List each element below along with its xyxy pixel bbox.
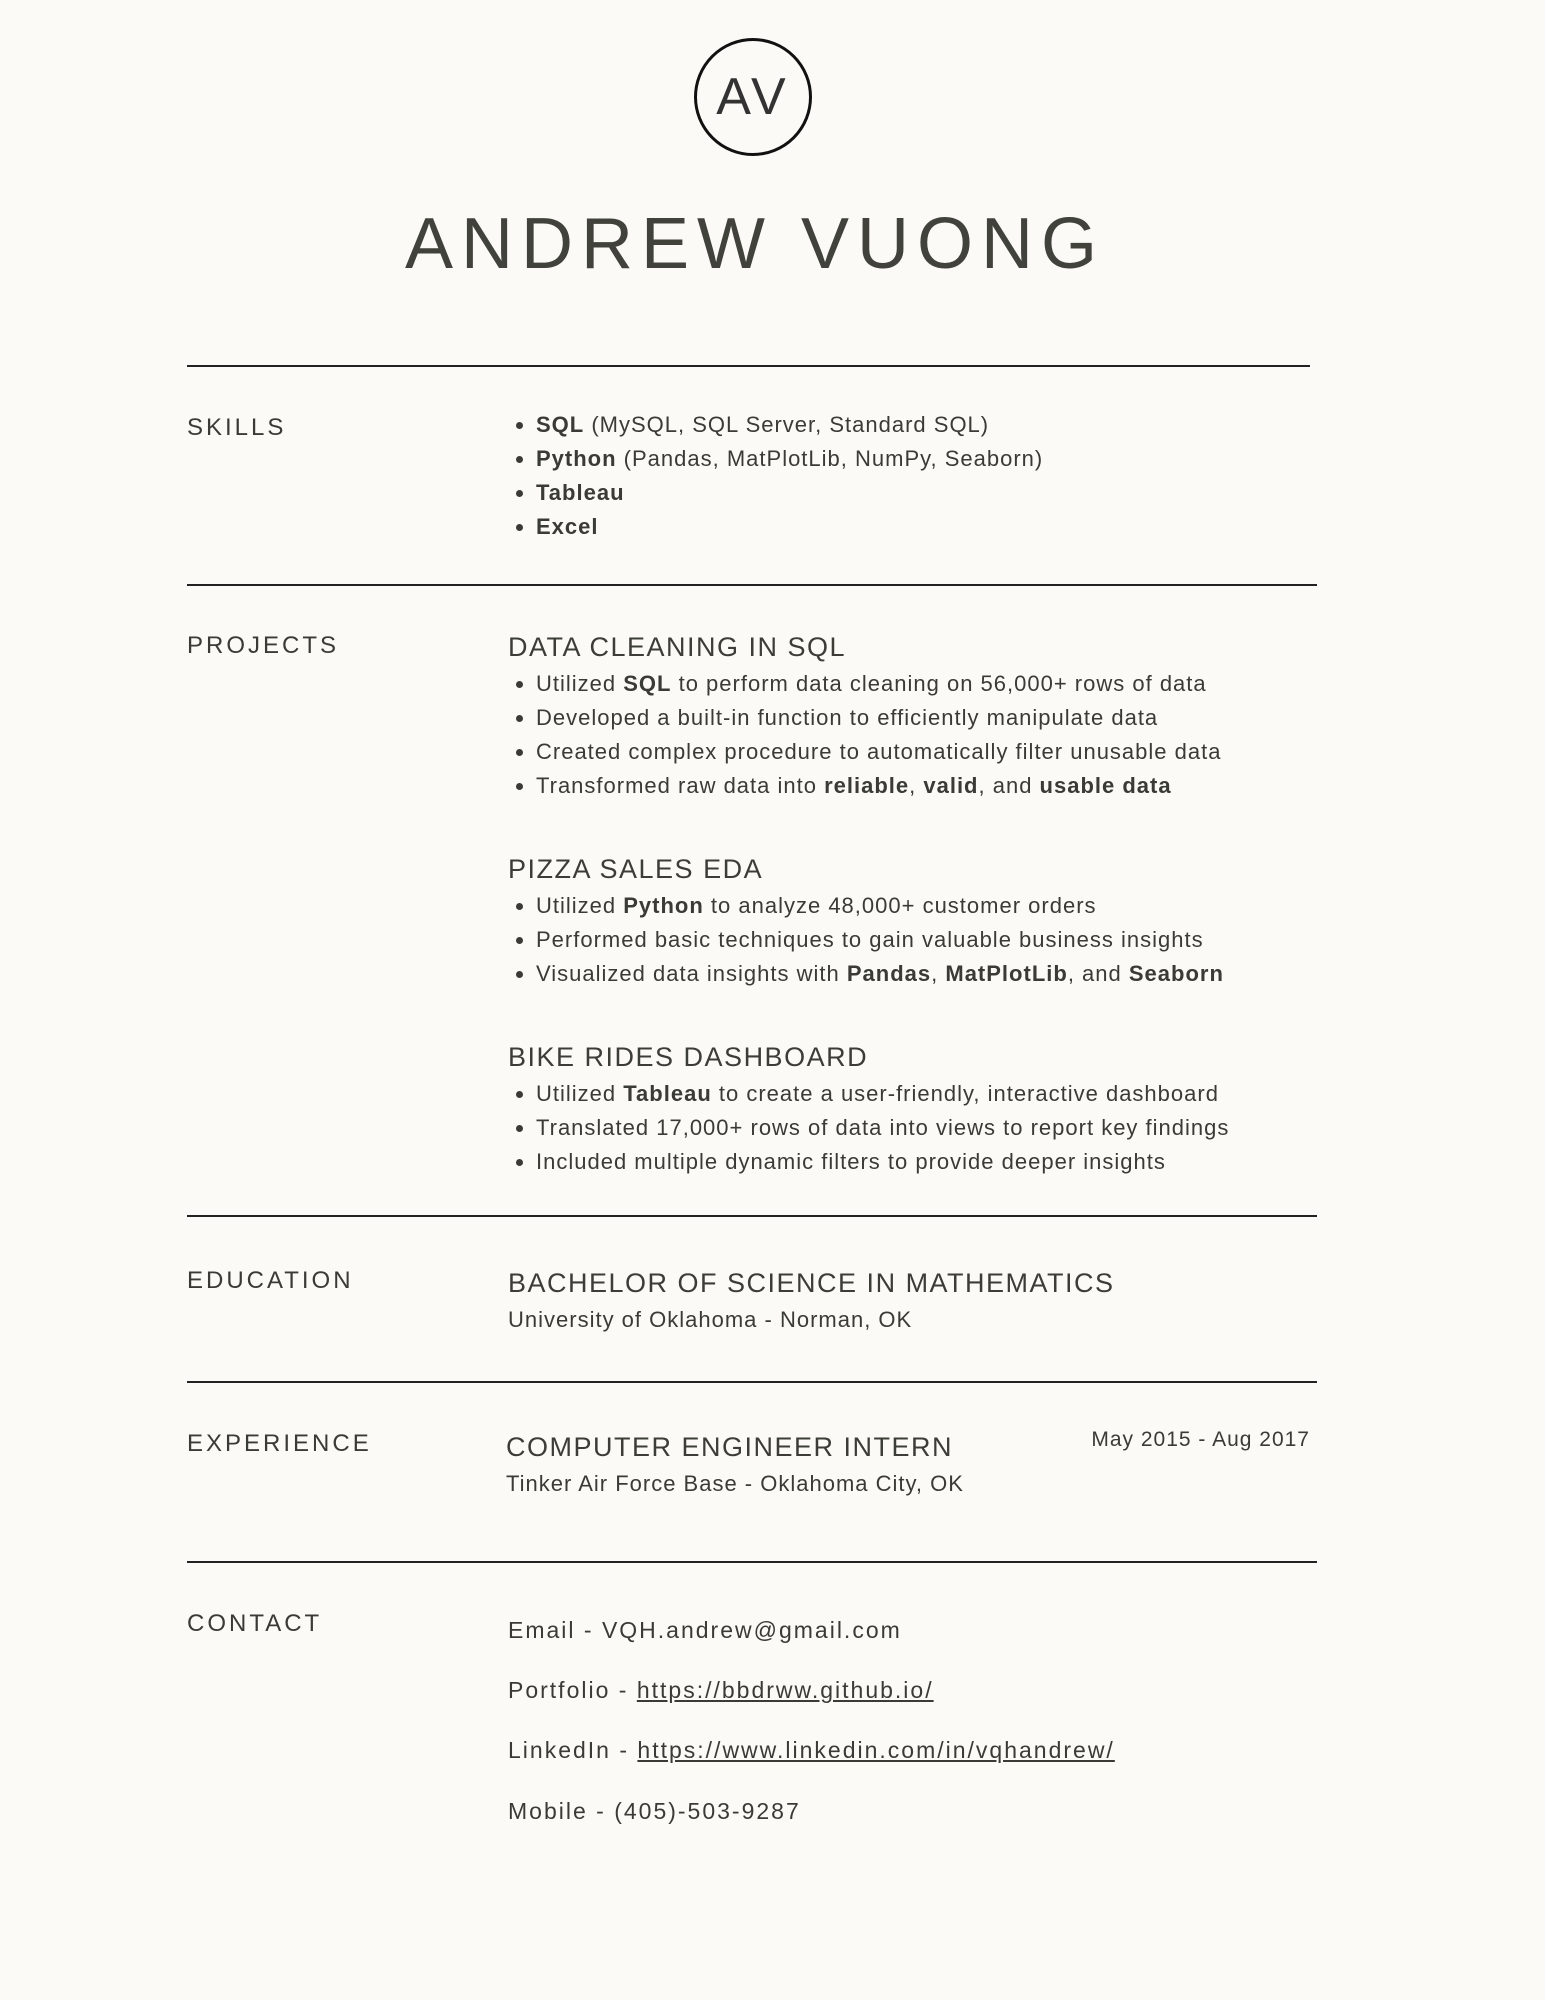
education-school: University of Oklahoma - Norman, OK bbox=[508, 1307, 913, 1332]
project-bullet: • Translated 17,000+ rows of data into views to report key findings bbox=[536, 1111, 1229, 1145]
project-bullets bbox=[508, 667, 1229, 803]
project-bullet: • Included multiple dynamic filters to provide deeper insights bbox=[536, 1145, 1229, 1179]
email-value[interactable]: VQH.andrew@gmail.com bbox=[601, 1617, 902, 1643]
section-label-projects: PROJECTS bbox=[187, 632, 340, 659]
contact-mobile-row bbox=[508, 1798, 801, 1825]
divider bbox=[187, 1381, 1317, 1383]
section-label-experience: EXPERIENCE bbox=[187, 1430, 372, 1457]
contact-email-row bbox=[508, 1617, 902, 1644]
experience-title: COMPUTER ENGINEER INTERN bbox=[506, 1432, 954, 1462]
divider bbox=[187, 584, 1317, 586]
project-bullet: • Utilized Python to analyze 48,000+ customer orders bbox=[536, 889, 1229, 923]
divider bbox=[187, 365, 1310, 367]
project-bullet: • Transformed raw data into reliable, valid, and usable data bbox=[536, 769, 1229, 803]
email-label: Email - bbox=[508, 1617, 602, 1643]
experience-content bbox=[506, 1427, 964, 1501]
divider bbox=[187, 1561, 1317, 1563]
linkedin-label: LinkedIn - bbox=[508, 1737, 638, 1763]
project-bullets bbox=[508, 889, 1229, 991]
project-bullets bbox=[508, 1077, 1229, 1179]
skills-list bbox=[508, 408, 1043, 544]
experience-dates: May 2015 - Aug 2017 bbox=[1091, 1428, 1310, 1451]
experience-org: Tinker Air Force Base - Oklahoma City, OK bbox=[506, 1471, 964, 1496]
project-block bbox=[508, 1037, 1229, 1179]
project-bullet: • Performed basic techniques to gain valuable business insights bbox=[536, 923, 1229, 957]
education-content bbox=[508, 1263, 1115, 1337]
monogram-text: AV bbox=[716, 68, 790, 126]
skills-content bbox=[508, 408, 1043, 544]
section-label-contact: CONTACT bbox=[187, 1610, 323, 1637]
project-title: BIKE RIDES DASHBOARD bbox=[508, 1042, 869, 1072]
project-title: PIZZA SALES EDA bbox=[508, 854, 764, 884]
skill-item: • Python (Pandas, MatPlotLib, NumPy, Seaborn) bbox=[536, 442, 1043, 476]
project-bullet: • Utilized Tableau to create a user-friendly, interactive dashboard bbox=[536, 1077, 1229, 1111]
project-title: DATA CLEANING IN SQL bbox=[508, 632, 847, 662]
resume-name: ANDREW VUONG bbox=[404, 204, 1106, 284]
divider bbox=[187, 1215, 1317, 1217]
mobile-value: (405)-503-9287 bbox=[614, 1798, 801, 1824]
portfolio-label: Portfolio - bbox=[508, 1677, 637, 1703]
portfolio-link[interactable]: https://bbdrww.github.io/ bbox=[636, 1677, 934, 1703]
project-bullet: • Visualized data insights with Pandas, MatPlotLib, and Seaborn bbox=[536, 957, 1229, 991]
project-block bbox=[508, 849, 1229, 991]
monogram-badge bbox=[694, 38, 812, 156]
skill-item: • SQL (MySQL, SQL Server, Standard SQL) bbox=[536, 408, 1043, 442]
education-degree: BACHELOR OF SCIENCE IN MATHEMATICS bbox=[508, 1268, 1115, 1298]
project-block bbox=[508, 627, 1229, 803]
project-bullet: • Developed a built-in function to efficiently manipulate data bbox=[536, 701, 1229, 735]
skill-item: • Excel bbox=[536, 510, 1043, 544]
section-label-skills: SKILLS bbox=[187, 414, 287, 441]
contact-linkedin-row bbox=[508, 1737, 1115, 1764]
mobile-label: Mobile - bbox=[508, 1798, 615, 1824]
project-bullet: • Utilized SQL to perform data cleaning on 56,000+ rows of data bbox=[536, 667, 1229, 701]
section-label-education: EDUCATION bbox=[187, 1267, 354, 1294]
contact-portfolio-row bbox=[508, 1677, 934, 1704]
linkedin-link[interactable]: https://www.linkedin.com/in/vqhandrew/ bbox=[637, 1737, 1115, 1763]
skill-item: • Tableau bbox=[536, 476, 1043, 510]
projects-content bbox=[508, 627, 1229, 1179]
project-bullet: • Created complex procedure to automatically filter unusable data bbox=[536, 735, 1229, 769]
